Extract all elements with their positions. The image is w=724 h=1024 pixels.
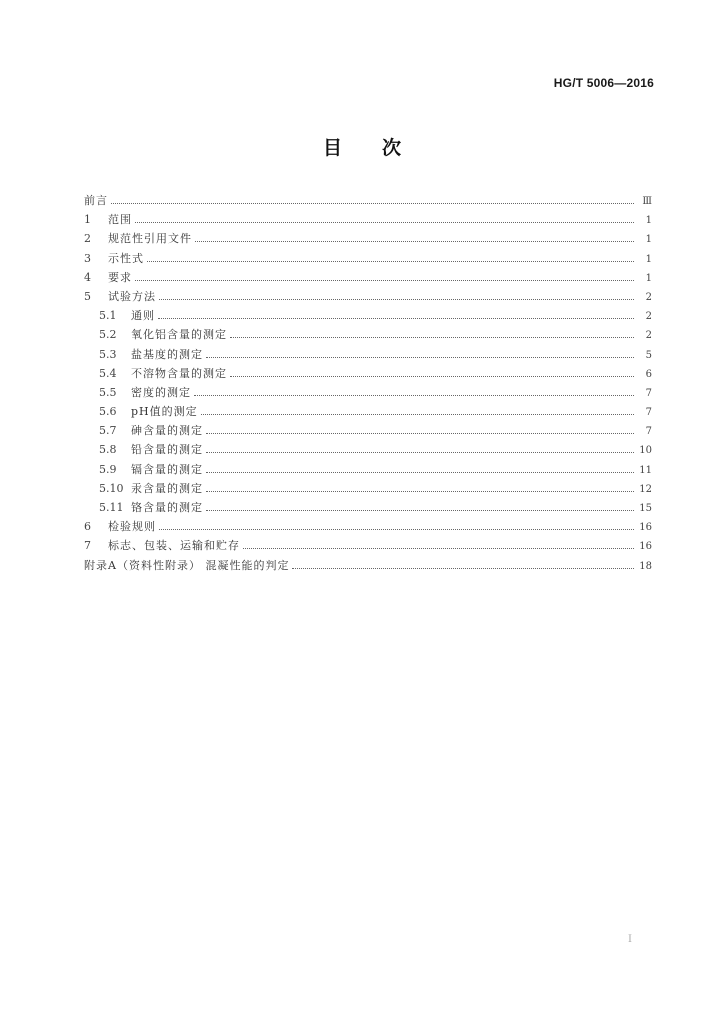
toc-entry[interactable] [84, 536, 652, 555]
toc-entry-number: 5.5 [99, 385, 117, 399]
toc-entry-number: 6 [84, 520, 91, 534]
toc-entry-title: 通则 [131, 309, 155, 323]
dot-leader [159, 294, 634, 300]
toc-entry-page: 7 [645, 387, 652, 399]
toc-entry-number: 5.2 [99, 328, 117, 342]
page-folio: Ⅰ [628, 934, 632, 945]
toc-subentry[interactable] [84, 421, 652, 440]
toc-entry-page: 18 [639, 560, 652, 572]
dot-leader [111, 198, 634, 204]
toc-subentry[interactable] [84, 479, 652, 498]
toc-entry-page: 2 [645, 311, 652, 323]
toc-entry-title: 镉含量的测定 [131, 462, 203, 476]
toc-entry[interactable] [84, 287, 652, 306]
toc-entry-page: 1 [645, 272, 652, 284]
dot-leader [158, 313, 634, 319]
toc-subentry[interactable] [84, 306, 652, 325]
toc-subentry[interactable] [84, 498, 652, 517]
toc-entry-number: 5 [84, 289, 91, 303]
standard-code: HG/T 5006—2016 [553, 76, 654, 90]
toc-entry-page: 16 [639, 541, 652, 553]
dot-leader [230, 371, 634, 377]
toc-entry-number: 5.8 [99, 443, 117, 457]
toc-entry[interactable] [84, 191, 652, 210]
toc-entry-number: 1 [84, 213, 91, 227]
toc-entry-number: 7 [84, 539, 91, 553]
toc-entry-number: 5.3 [99, 347, 117, 361]
toc-entry-number: 5.9 [99, 462, 117, 476]
dot-leader [206, 505, 634, 511]
toc-entry-title: 密度的测定 [131, 385, 191, 399]
toc-entry-page: 10 [639, 445, 652, 457]
toc-entry[interactable] [84, 210, 652, 229]
toc-entry-title: 前言 [84, 194, 108, 207]
toc-entry-title: pH值的测定 [131, 405, 198, 419]
dot-leader [243, 543, 634, 549]
toc-entry-title: 示性式 [108, 251, 144, 265]
toc-entry-title: 要求 [108, 270, 132, 284]
toc-entry-page: 15 [639, 503, 652, 514]
toc-subentry[interactable] [84, 345, 652, 364]
dot-leader [206, 447, 634, 453]
toc-entry-page: 5 [645, 349, 652, 361]
toc-entry-number: 2 [84, 232, 91, 246]
dot-leader [206, 352, 634, 358]
toc-entry-page: 2 [645, 291, 652, 303]
dot-leader [230, 332, 634, 338]
dot-leader [147, 256, 634, 262]
toc-entry-title: 汞含量的测定 [131, 481, 203, 495]
dot-leader [206, 486, 634, 492]
toc-entry-title: 附录A（资料性附录） 混凝性能的判定 [84, 558, 290, 572]
toc-entry-number: 5.11 [99, 501, 124, 514]
title-char-2: 次 [382, 137, 402, 159]
dot-leader [206, 428, 634, 434]
toc-entry-title: 标志、包装、运输和贮存 [108, 539, 240, 553]
toc-entry[interactable] [84, 229, 652, 248]
dot-leader [159, 524, 634, 530]
toc-entry-title: 铅含量的测定 [131, 443, 203, 457]
toc-subentry[interactable] [84, 402, 652, 421]
dot-leader [292, 563, 634, 569]
toc-entry-number: 5.7 [99, 424, 117, 438]
dot-leader [201, 409, 634, 415]
toc-entry-page: Ⅲ [642, 196, 652, 207]
toc-subentry[interactable] [84, 383, 652, 402]
toc-entry-number: 5.10 [99, 481, 124, 495]
dot-leader [206, 467, 634, 473]
toc-entry-title: 试验方法 [108, 289, 156, 303]
toc-entry-page: 2 [645, 330, 652, 342]
toc-entry-number: 5.4 [99, 366, 117, 380]
dot-leader [135, 275, 634, 281]
toc-entry-title: 不溶物含量的测定 [131, 366, 227, 380]
title-char-1: 目 [322, 137, 342, 159]
toc-subentry[interactable] [84, 440, 652, 459]
toc-entry[interactable] [84, 249, 652, 268]
toc-subentry[interactable] [84, 460, 652, 479]
toc-entry[interactable] [84, 268, 652, 287]
toc-entry[interactable] [84, 556, 652, 575]
dot-leader [135, 217, 634, 223]
dot-leader [194, 390, 634, 396]
toc-subentry[interactable] [84, 364, 652, 383]
toc-entry-number: 5.6 [99, 405, 117, 419]
toc-entry-title: 氧化铝含量的测定 [131, 328, 227, 342]
toc-entry-title: 检验规则 [108, 520, 156, 534]
toc-entry-page: 1 [645, 215, 652, 227]
dot-leader [195, 236, 634, 242]
toc-entry-page: 1 [645, 234, 652, 246]
page-title [0, 133, 724, 160]
toc-entry-number: 4 [84, 270, 91, 284]
toc-entry-page: 6 [645, 368, 652, 380]
toc-entry-title: 砷含量的测定 [131, 424, 203, 438]
toc-entry-title: 范围 [108, 213, 132, 227]
toc-entry-page: 7 [645, 407, 652, 419]
toc-entry-title: 盐基度的测定 [131, 347, 203, 361]
toc-entry-number: 3 [84, 251, 91, 265]
toc-entry[interactable] [84, 517, 652, 536]
toc-subentry[interactable] [84, 325, 652, 344]
toc-entry-number: 5.1 [99, 309, 117, 323]
toc-entry-title: 铬含量的测定 [131, 501, 203, 514]
toc-entry-page: 12 [639, 483, 652, 495]
toc-entry-page: 1 [645, 253, 652, 265]
toc-entry-title: 规范性引用文件 [108, 232, 192, 246]
toc-entry-page: 11 [639, 464, 652, 476]
toc-entry-page: 16 [639, 522, 652, 534]
table-of-contents [84, 191, 652, 575]
toc-entry-page: 7 [645, 426, 652, 438]
